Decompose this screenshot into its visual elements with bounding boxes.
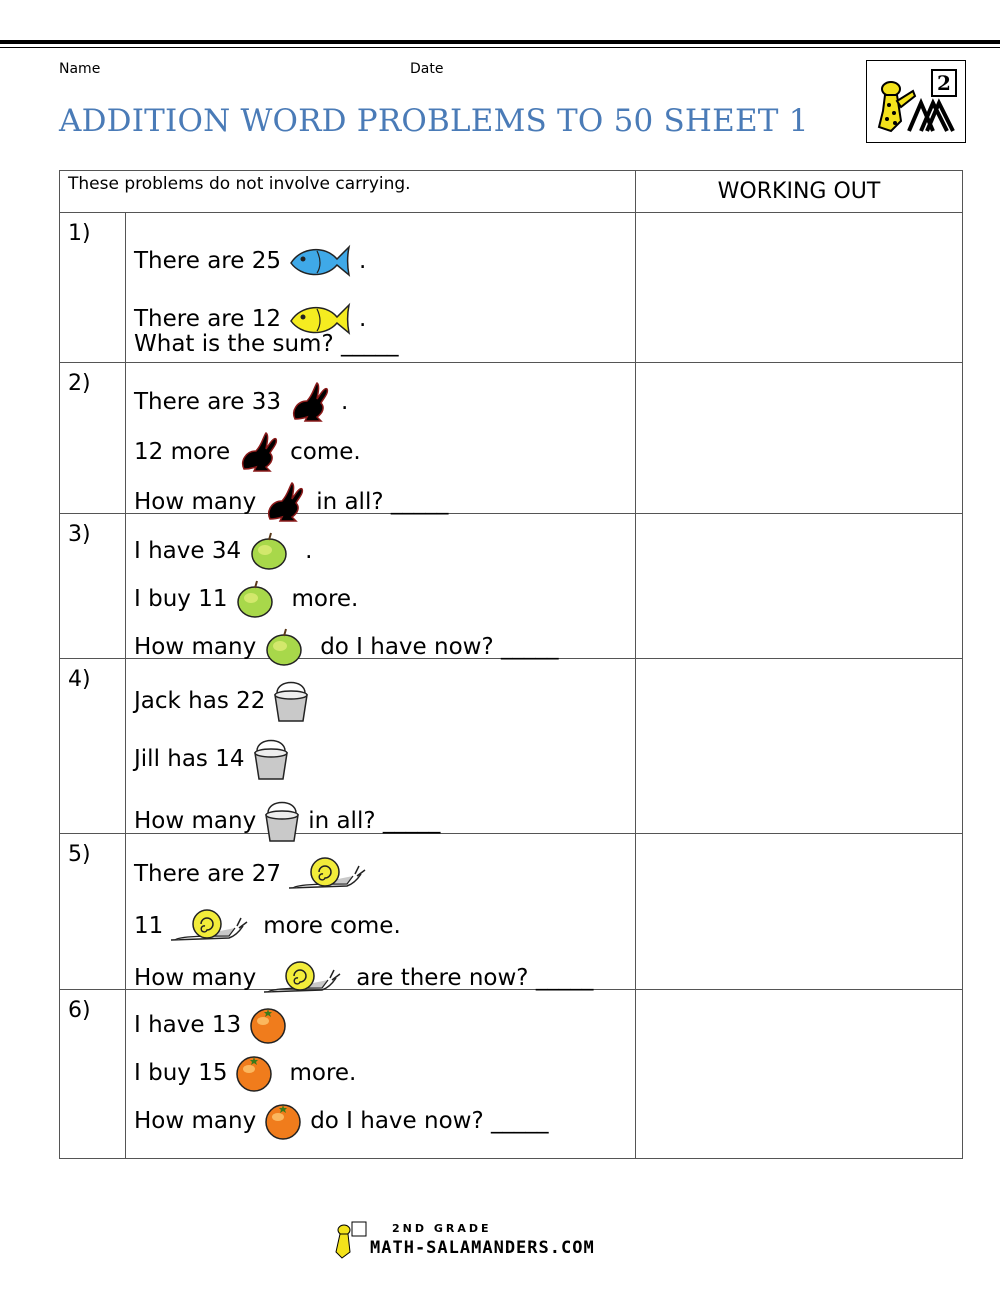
problem-text-after: in all? _____ — [308, 808, 441, 834]
problem-line — [134, 431, 361, 473]
problem-question — [126, 514, 636, 659]
footer-grade-text: 2ND GRADE — [392, 1222, 492, 1235]
apple-icon — [233, 578, 277, 620]
snail-icon — [287, 854, 367, 894]
working-out-cell[interactable] — [636, 659, 963, 834]
problem-text: There are 12 — [134, 306, 281, 332]
problem-line — [134, 906, 401, 946]
name-label: Name — [59, 61, 101, 77]
problem-text: There are 33 — [134, 389, 281, 415]
working-out-cell[interactable] — [636, 213, 963, 363]
working-out-cell[interactable] — [636, 514, 963, 659]
problem-text: How many — [134, 965, 257, 991]
working-out-cell[interactable] — [636, 834, 963, 990]
problem-question — [126, 990, 636, 1159]
problem-question — [126, 363, 636, 514]
problem-text: I buy 15 — [134, 1060, 228, 1086]
problem-text: How many — [134, 1108, 257, 1134]
problem-text: I have 34 — [134, 538, 242, 564]
problem-text-after: . — [358, 306, 367, 332]
top-rule — [0, 40, 1000, 44]
problem-line — [134, 239, 366, 283]
problem-text: How many — [134, 489, 257, 515]
problem-line — [134, 735, 297, 783]
salamander-logo — [866, 60, 966, 143]
problem-question — [126, 213, 636, 363]
problem-line — [134, 1052, 356, 1094]
problem-text-after: . — [358, 248, 367, 274]
orange-icon — [247, 1004, 289, 1046]
apple-icon — [247, 530, 291, 572]
problem-line — [134, 854, 379, 894]
problem-number: 4) — [60, 659, 126, 834]
problem-text-after: do I have now? _____ — [310, 1108, 549, 1134]
instruction-cell: These problems do not involve carrying. — [60, 171, 636, 213]
problem-line — [134, 1004, 295, 1046]
problem-row — [60, 213, 963, 363]
orange-icon — [262, 1100, 304, 1142]
problem-text-after: in all? _____ — [316, 489, 449, 515]
problem-row — [60, 514, 963, 659]
problem-text-after: come. — [290, 439, 361, 465]
top-rule-thin — [0, 47, 1000, 48]
problem-text: There are 25 — [134, 248, 281, 274]
problem-line — [134, 677, 317, 725]
problem-text-after: more come. — [263, 913, 401, 939]
problem-number: 3) — [60, 514, 126, 659]
problem-text: Jack has 22 — [134, 688, 266, 714]
problem-text-after: . — [305, 538, 313, 564]
problem-text: How many — [134, 634, 257, 660]
problem-line — [134, 381, 348, 423]
problem-text: I have 13 — [134, 1012, 242, 1038]
problem-number: 6) — [60, 990, 126, 1159]
problem-text: I buy 11 — [134, 586, 228, 612]
problem-text: How many — [134, 808, 257, 834]
problems-table — [59, 170, 963, 1159]
logo-badge: 2 — [931, 69, 957, 97]
bucket-icon — [251, 735, 291, 783]
footer-salamander-icon — [330, 1218, 370, 1262]
problem-number: 2) — [60, 363, 126, 514]
working-out-cell[interactable] — [636, 363, 963, 514]
working-out-header: WORKING OUT — [636, 171, 963, 213]
problem-text-after: . — [340, 389, 349, 415]
problem-row — [60, 990, 963, 1159]
problem-row — [60, 363, 963, 514]
problem-question — [126, 834, 636, 990]
problem-number: 1) — [60, 213, 126, 363]
problem-line — [134, 530, 312, 572]
problem-row — [60, 834, 963, 990]
problem-question — [126, 659, 636, 834]
problem-text: There are 27 — [134, 861, 281, 887]
header-row — [60, 171, 963, 213]
orange-icon — [233, 1052, 275, 1094]
bucket-icon — [271, 677, 311, 725]
problem-text: Jill has 14 — [134, 746, 245, 772]
problem-row — [60, 659, 963, 834]
problem-text: 11 — [134, 913, 164, 939]
problem-text: 12 more — [134, 439, 231, 465]
problem-text: What is the sum? _____ — [134, 331, 399, 357]
problem-number: 5) — [60, 834, 126, 990]
rabbit-icon — [236, 431, 284, 473]
blue-fish-icon — [287, 239, 353, 283]
problem-text-after: are there now? _____ — [356, 965, 594, 991]
problem-text-after: more. — [291, 586, 359, 612]
problem-text-after: more. — [289, 1060, 357, 1086]
problem-text-after: do I have now? _____ — [320, 634, 559, 660]
footer-site-text[interactable]: MATH-SALAMANDERS.COM — [370, 1238, 595, 1258]
problem-line — [134, 331, 398, 357]
rabbit-icon — [287, 381, 335, 423]
problem-line — [134, 1100, 549, 1142]
date-label: Date — [410, 61, 444, 77]
problem-line — [134, 578, 358, 620]
page-title: ADDITION WORD PROBLEMS TO 50 SHEET 1 — [59, 103, 809, 139]
working-out-cell[interactable] — [636, 990, 963, 1159]
snail-icon — [169, 906, 249, 946]
